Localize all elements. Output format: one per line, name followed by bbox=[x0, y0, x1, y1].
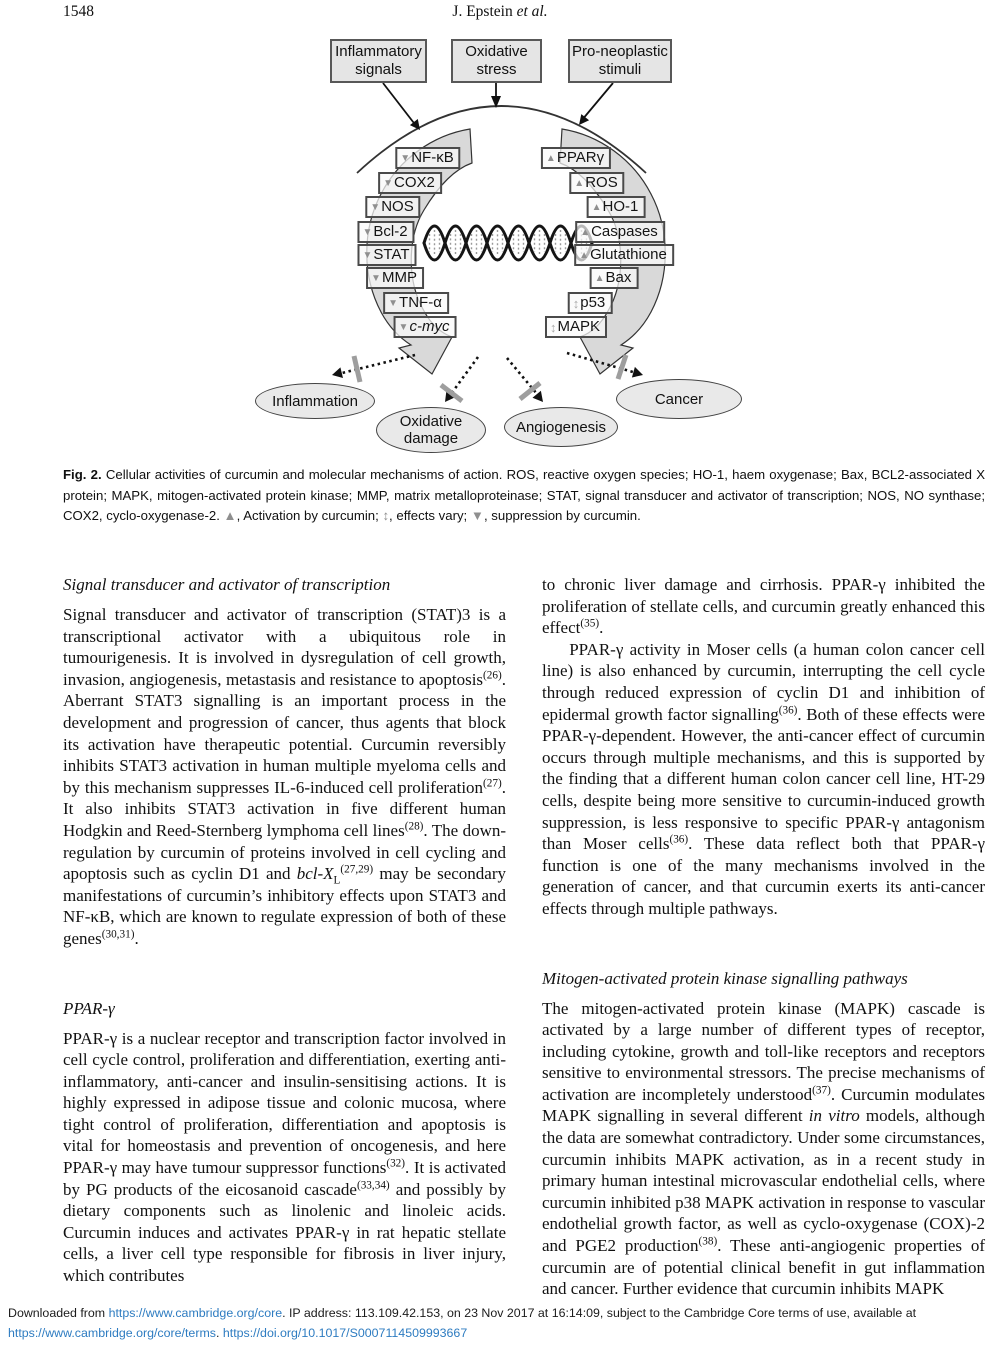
activation-icon: ▲ bbox=[594, 273, 605, 284]
effects-vary-icon: ↕ bbox=[549, 320, 557, 335]
suppression-icon: ▼ bbox=[370, 202, 381, 213]
gene-cox2: ▼COX2 bbox=[378, 172, 442, 194]
activation-icon: ▲ bbox=[580, 227, 591, 238]
gene-nfkb: ▼NF-κB bbox=[395, 147, 460, 169]
suppression-icon: ▼ bbox=[383, 178, 394, 189]
gene-cmyc: ▼c-myc bbox=[394, 316, 457, 338]
gene-ho1: ▲HO-1 bbox=[587, 196, 646, 218]
gene-pparg: ▲PPARγ bbox=[541, 147, 611, 169]
gene-ros: ▲ROS bbox=[569, 172, 624, 194]
figure-2-diagram bbox=[0, 30, 1000, 465]
gene-bax: ▲Bax bbox=[590, 267, 639, 289]
activation-icon: ▲ bbox=[579, 250, 590, 261]
activation-icon: ▲ bbox=[591, 202, 602, 213]
box-oxidative-stress: Oxidative stress bbox=[451, 39, 542, 83]
arrowhead-to-inflammation bbox=[332, 367, 343, 378]
suppression-icon: ▼ bbox=[388, 298, 399, 309]
outcome-cancer: Cancer bbox=[616, 379, 742, 419]
arrow-proneoplastic-to-cell bbox=[579, 114, 589, 125]
footer-line-2[interactable]: https://www.cambridge.org/core/terms. https://doi.org/10.1017/S0007114509993667 bbox=[8, 1325, 468, 1340]
gene-mapk: ↕MAPK bbox=[545, 316, 607, 338]
suppression-icon: ▼ bbox=[362, 250, 373, 261]
page-number: 1548 bbox=[63, 3, 94, 20]
outcome-angiogenesis: Angiogenesis bbox=[504, 407, 618, 447]
gene-nos: ▼NOS bbox=[365, 196, 420, 218]
suppression-icon: ▼ bbox=[362, 227, 373, 238]
box-pro-neoplastic-stimuli: Pro-neoplastic stimuli bbox=[568, 39, 672, 83]
outcome-oxidative-damage: Oxidative damage bbox=[376, 407, 486, 453]
activation-icon: ▲ bbox=[545, 153, 556, 164]
gene-tnfa: ▼TNF-α bbox=[383, 292, 449, 314]
gene-glutathione: ▲Glutathione bbox=[574, 244, 674, 266]
right-column bbox=[542, 574, 985, 1300]
figure-artwork bbox=[0, 30, 1000, 465]
footer-line-1[interactable]: Downloaded from https://www.cambridge.org/core. IP address: 113.109.42.153, on 23 Nov 2017 at 16:14:09, subject to the Cambridge Core terms of use, available at bbox=[8, 1306, 917, 1320]
running-head: J. Epstein et al. bbox=[452, 3, 548, 20]
outcome-inflammation: Inflammation bbox=[255, 383, 375, 419]
gene-caspases: ▲Caspases bbox=[575, 221, 665, 243]
gene-bcl2: ▼Bcl-2 bbox=[357, 221, 414, 243]
paragraph-moser-cells: PPAR-γ activity in Moser cells (a human colon cancer cell line) is also enhanced by curcumin, interrupting the cell cycle through reduced expression of cyclin D1 and inhibition of epidermal growth factor signalling$^{(36)}$. Both of these effects were PPAR-γ-dependent. However, the anti-cancer effect of curcumin occurs through multiple mechanisms, and this is supported by the finding that a different human colon cancer cell line, HT-29 cells, despite being more sensitive to curcumin-induced growth suppression, is less responsive to specific PPAR-γ antagonism than Moser cells$^{(36)}$. These data reflect both that PPAR-γ function is one of the many mechanisms involved in the generation of cancer, and that curcumin exerts its anti-cancer effects through multiple pathways. bbox=[542, 639, 986, 918]
download-notice bbox=[8, 1304, 992, 1343]
arrowhead-to-cancer bbox=[632, 367, 643, 378]
suppression-icon: ▼ bbox=[371, 273, 381, 284]
suppression-icon: ▼ bbox=[400, 153, 411, 164]
suppression-icon: ▼ bbox=[398, 322, 409, 333]
activation-icon: ▲ bbox=[574, 178, 585, 189]
paragraph-ppar: PPAR-γ is a nuclear receptor and transcription factor involved in cell cycle control, proliferation and differentiation, exerting anti-inflammatory, anti-cancer and insulin-sensitising actions. It is highly expressed in adipose tissue and colonic mucosa, where tight control of proliferation, differentiation and apoptosis is vital for homeostasis and prevention of oncogenesis, and here PPAR-γ may have tumour suppressor functions$^{(32)}$. It is activated by PG products of the eicosanoid cascade$^{(33,34)}$ and possibly by dietary components such as linolenic and linoleic acids. Curcumin induces and activates PPAR-γ in rat hepatic stellate cells, a liver cell type responsible for fibrosis in liver injury, which contributes bbox=[63, 1028, 506, 1286]
left-column bbox=[63, 574, 506, 1300]
box-inflammatory-signals: Inflammatory signals bbox=[330, 39, 427, 83]
figure-caption: Fig. 2. Cellular activities of curcumin and molecular mechanisms of action. ROS, reactive oxygen species; HO-1, haem oxygenase; Bax, BCL2-associated X protein; MAPK, mitogen-activated protein kinase; MMP, matrix metalloproteinase; STAT, signal transducer and activator of transcription; NOS, NO synthase; COX2, cyclo-oxygenase-2. ▲, Activation by curcumin; ↕, effects vary; ▼, suppression by curcumin. bbox=[63, 467, 985, 524]
gene-stat: ▼STAT bbox=[357, 244, 416, 266]
effect-arrows bbox=[342, 353, 633, 394]
dna-helix bbox=[424, 226, 592, 260]
body-columns bbox=[63, 574, 985, 1300]
effects-vary-icon: ↕ bbox=[572, 296, 580, 311]
gene-p53: ↕p53 bbox=[568, 292, 613, 314]
gene-mmp: ▼MMP bbox=[366, 267, 424, 289]
paragraph-stat: Signal transducer and activator of transcription (STAT)3 is a transcriptional activator with a ubiquitous role in tumourigenesis. It is involved in dysregulation of cell growth, invasion, angiogenesis, metastasis and resistance to apoptosis$^{(26)}$. Aberrant STAT3 signalling is an important process in the development and progression of cancer, thus agents that block its activation have therapeutic potential. Curcumin reversibly inhibits STAT3 activation in human multiple myeloma cells and by this mechanism suppresses IL-6-induced cell proliferation$^{(27)}$. It also inhibits STAT3 activation in five different human Hodgkin and Reed-Sternberg lymphoma cell lines$^{(28)}$. The down-regulation by curcumin of proteins involved in cell cycling and apoptosis such as cyclin D1 and bcl-$X_L^{(27,29)}$ may be secondary manifestations of curcumin’s inhibitory effects upon STAT3 and NF-κB, which are known to regulate expression of both of these genes$^{(30,31)}$. bbox=[63, 605, 507, 948]
inhibition-bars bbox=[354, 355, 626, 401]
section-heading-stat: Signal transducer and activator of transcription bbox=[63, 575, 391, 594]
section-heading-ppar: PPAR-γ bbox=[63, 998, 115, 1018]
paragraph-ppar-continued: to chronic liver damage and cirrhosis. PPAR-γ inhibited the proliferation of stellate cells, and curcumin greatly enhanced this effect$^{(35)}$. bbox=[542, 575, 985, 638]
paragraph-mapk: The mitogen-activated protein kinase (MAPK) cascade is activated by a large number of different types of receptor, including cytokine, growth and toll-like receptors and receptors sensitive to environmental stressors. The precise mechanisms of activation are incompletely understood$^{(37)}$. Curcumin modulates MAPK signalling in several different in vitro models, although the data are somewhat contradictory. Under some circumstances, curcumin inhibits MAPK activation, as in a recent study in primary human intestinal microvascular endothelial cells, where curcumin inhibited p38 MAPK activation in response to vascular endothelial growth factor, as well as cyclo-oxygenase (COX)-2 and PGE2 production$^{(38)}$. These anti-angiogenic properties of curcumin are of potential clinical benefit in gut inflammation and cancer. Further evidence that curcumin inhibits MAPK bbox=[542, 998, 985, 1299]
section-heading-mapk: Mitogen-activated protein kinase signalling pathways bbox=[542, 968, 908, 988]
